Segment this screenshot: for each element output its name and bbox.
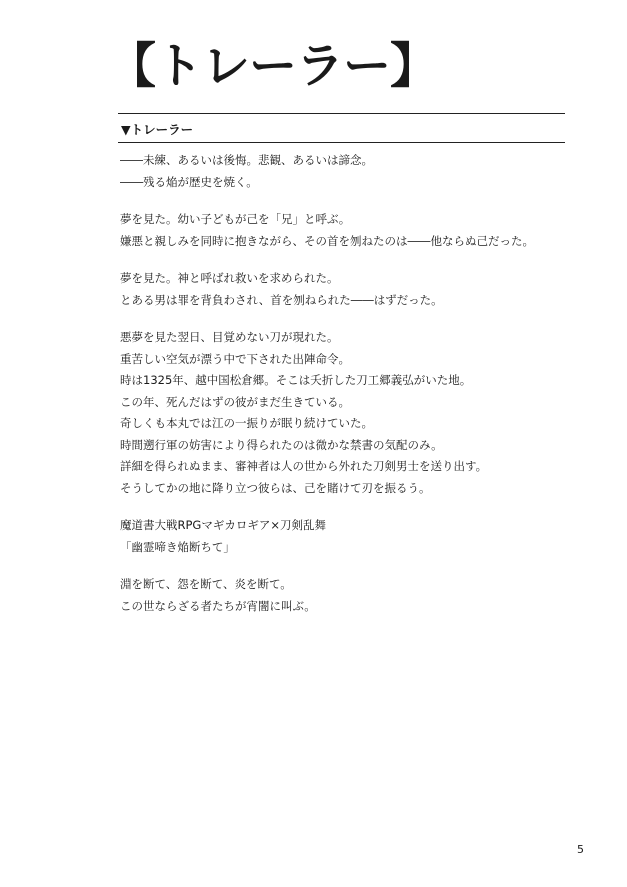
paragraph bbox=[120, 150, 570, 193]
text-line: 「幽霊啼き焔断ちて」 bbox=[120, 539, 235, 554]
text-line: 悪夢を見た翌日、目覚めない刀が現れた。 bbox=[120, 330, 339, 344]
paragraph bbox=[120, 209, 570, 252]
text-line: 夢を見た。幼い子どもが己を「兄」と呼ぶ。 bbox=[120, 212, 351, 226]
text-line: 夢を見た。神と呼ばれ救いを求められた。 bbox=[120, 271, 339, 285]
paragraph bbox=[120, 574, 570, 617]
paragraph bbox=[120, 268, 570, 311]
text-line: とある男は罪を背負わされ、首を刎ねられた――はずだった。 bbox=[120, 292, 443, 307]
paragraph bbox=[120, 327, 570, 499]
text-line: 淵を断て、怨を断て、炎を断て。 bbox=[120, 577, 292, 591]
text-line: 嫌悪と親しみを同時に抱きながら、その首を刎ねたのは――他ならぬ己だった。 bbox=[120, 233, 534, 248]
text-line: この年、死んだはずの彼がまだ生きている。 bbox=[120, 394, 350, 409]
divider-bottom bbox=[118, 142, 565, 143]
text-line: 重苦しい空気が漂う中で下された出陣命令。 bbox=[120, 351, 350, 366]
page-title: 【トレーラー】 bbox=[108, 38, 438, 94]
text-line: 時は1325年、越中国松倉郷。そこは夭折した刀工郷義弘がいた地。 bbox=[120, 373, 472, 387]
text-line: 詳細を得られぬまま、審神者は人の世から外れた刀剣男士を送り出す。 bbox=[120, 459, 488, 473]
page-number: 5 bbox=[577, 843, 584, 856]
text-line: ――残る焔が歴史を焼く。 bbox=[120, 174, 258, 189]
paragraph bbox=[120, 515, 570, 558]
text-line: 時間遡行軍の妨害により得られたのは微かな禁書の気配のみ。 bbox=[120, 437, 443, 452]
text-line: そうしてかの地に降り立つ彼らは、己を賭けて刃を振るう。 bbox=[120, 480, 431, 495]
divider-top bbox=[118, 113, 565, 114]
text-line: この世ならざる者たちが宵闇に叫ぶ。 bbox=[120, 598, 316, 613]
text-line: ――未練、あるいは後悔。悲観、あるいは諦念。 bbox=[120, 153, 373, 167]
body-text bbox=[120, 150, 570, 633]
section-heading: ▼トレーラー bbox=[121, 122, 194, 137]
text-line: 奇しくも本丸では江の一振りが眠り続けていた。 bbox=[120, 416, 373, 430]
text-line: 魔道書大戦RPGマギカロギア×刀剣乱舞 bbox=[120, 518, 326, 532]
